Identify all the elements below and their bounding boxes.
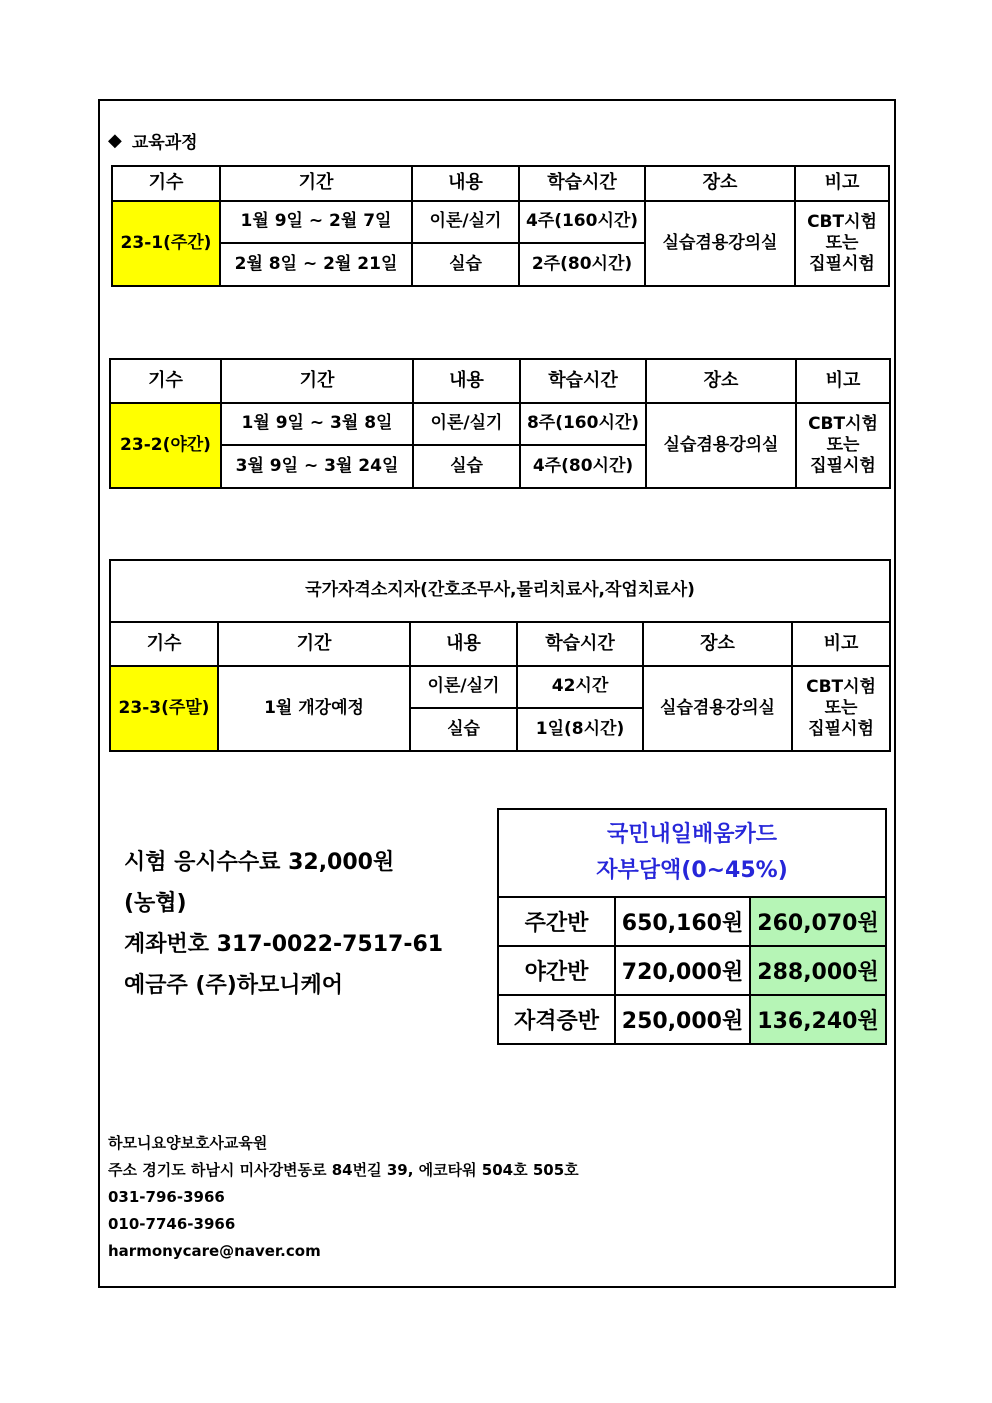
header-place: 장소	[643, 622, 792, 666]
content-cell: 실습	[410, 708, 517, 751]
bank-name: (농협)	[124, 891, 187, 916]
note-line: 또는	[824, 697, 858, 718]
full-cost: 250,000원	[615, 995, 750, 1044]
header-cohort: 기수	[110, 622, 218, 666]
header-note: 비고	[795, 166, 889, 201]
period-cell: 1월 9일 ~ 2월 7일	[220, 201, 412, 243]
exam-fee-info	[124, 842, 443, 1006]
header-row	[110, 359, 890, 403]
header-hours: 학습시간	[519, 166, 645, 201]
period-cell: 1월 9일 ~ 3월 8일	[221, 403, 413, 445]
header-period: 기간	[218, 622, 410, 666]
header-hours: 학습시간	[520, 359, 646, 403]
class-label: 자격증반	[498, 995, 615, 1044]
qualification-title: 국가자격소지자(간호조무사,물리치료사,작업치료사)	[110, 560, 890, 622]
cohort-cell: 23-3(주말)	[110, 666, 218, 751]
note-line: CBT시험	[807, 211, 877, 232]
period-cell: 2월 8일 ~ 2월 21일	[220, 243, 412, 286]
header-cohort: 기수	[112, 166, 220, 201]
period-cell: 1월 개강예정	[218, 666, 410, 751]
place-cell: 실습겸용강의실	[643, 666, 792, 751]
course-table-1	[111, 165, 890, 287]
self-pay-cost: 260,070원	[750, 897, 886, 946]
account-holder: 예금주 (주)하모니케어	[124, 973, 344, 998]
full-cost: 720,000원	[615, 946, 750, 995]
place-cell: 실습겸용강의실	[645, 201, 795, 286]
section-title-text: 교육과정	[131, 133, 198, 153]
card-title-line2: 자부담액(0~45%)	[596, 858, 788, 883]
hours-cell: 2주(80시간)	[519, 243, 645, 286]
self-pay-cost: 136,240원	[750, 995, 886, 1044]
header-content: 내용	[412, 166, 519, 201]
note-line: CBT시험	[806, 676, 876, 697]
header-content: 내용	[410, 622, 517, 666]
exam-fee-line: 시험 응시수수료 32,000원	[124, 850, 395, 875]
table-row	[110, 666, 890, 708]
course-table-2	[109, 358, 891, 489]
header-row	[112, 166, 889, 201]
header-place: 장소	[646, 359, 796, 403]
hours-cell: 42시간	[517, 666, 643, 708]
note-line: 또는	[825, 232, 859, 253]
qualification-title-row	[110, 560, 890, 622]
phone-number: 031-796-3966	[108, 1188, 225, 1206]
header-note: 비고	[796, 359, 890, 403]
account-number: 계좌번호 317-0022-7517-61	[124, 932, 444, 957]
note-line: 집필시험	[808, 719, 874, 740]
class-label: 주간반	[498, 897, 615, 946]
table-row	[498, 995, 886, 1044]
cohort-cell: 23-2(야간)	[110, 403, 221, 488]
note-line: 집필시험	[810, 456, 876, 477]
table-row	[112, 201, 889, 243]
institute-name: 하모니요양보호사교육원	[108, 1134, 268, 1152]
note-line: 집필시험	[809, 254, 875, 275]
table-row	[498, 897, 886, 946]
note-line: 또는	[826, 434, 860, 455]
diamond-bullet-icon: ◆	[108, 130, 122, 151]
note-cell	[796, 403, 890, 488]
class-label: 야간반	[498, 946, 615, 995]
header-row	[110, 622, 890, 666]
content-cell: 이론/실기	[410, 666, 517, 708]
self-pay-cost: 288,000원	[750, 946, 886, 995]
card-title-row	[498, 809, 886, 897]
place-cell: 실습겸용강의실	[646, 403, 796, 488]
note-line: CBT시험	[808, 413, 878, 434]
hours-cell: 4주(80시간)	[520, 445, 646, 488]
table-row	[498, 946, 886, 995]
content-cell: 이론/실기	[412, 201, 519, 243]
card-cost-table	[497, 808, 887, 1045]
header-place: 장소	[645, 166, 795, 201]
section-title	[108, 128, 198, 153]
content-cell: 이론/실기	[413, 403, 520, 445]
card-title	[498, 809, 886, 897]
period-cell: 3월 9일 ~ 3월 24일	[221, 445, 413, 488]
note-cell	[792, 666, 890, 751]
header-hours: 학습시간	[517, 622, 643, 666]
hours-cell: 4주(160시간)	[519, 201, 645, 243]
email-address: harmonycare@naver.com	[108, 1242, 321, 1260]
course-table-3	[109, 559, 891, 752]
header-period: 기간	[220, 166, 412, 201]
full-cost: 650,160원	[615, 897, 750, 946]
header-content: 내용	[413, 359, 520, 403]
mobile-number: 010-7746-3966	[108, 1215, 236, 1233]
card-title-line1: 국민내일배움카드	[607, 822, 778, 847]
header-note: 비고	[792, 622, 890, 666]
content-cell: 실습	[412, 243, 519, 286]
cohort-cell: 23-1(주간)	[112, 201, 220, 286]
hours-cell: 8주(160시간)	[520, 403, 646, 445]
header-cohort: 기수	[110, 359, 221, 403]
address: 주소 경기도 하남시 미사강변동로 84번길 39, 에코타워 504호 505호	[108, 1161, 579, 1179]
contact-footer	[108, 1130, 579, 1265]
content-cell: 실습	[413, 445, 520, 488]
header-period: 기간	[221, 359, 413, 403]
hours-cell: 1일(8시간)	[517, 708, 643, 751]
table-row	[110, 403, 890, 445]
note-cell	[795, 201, 889, 286]
